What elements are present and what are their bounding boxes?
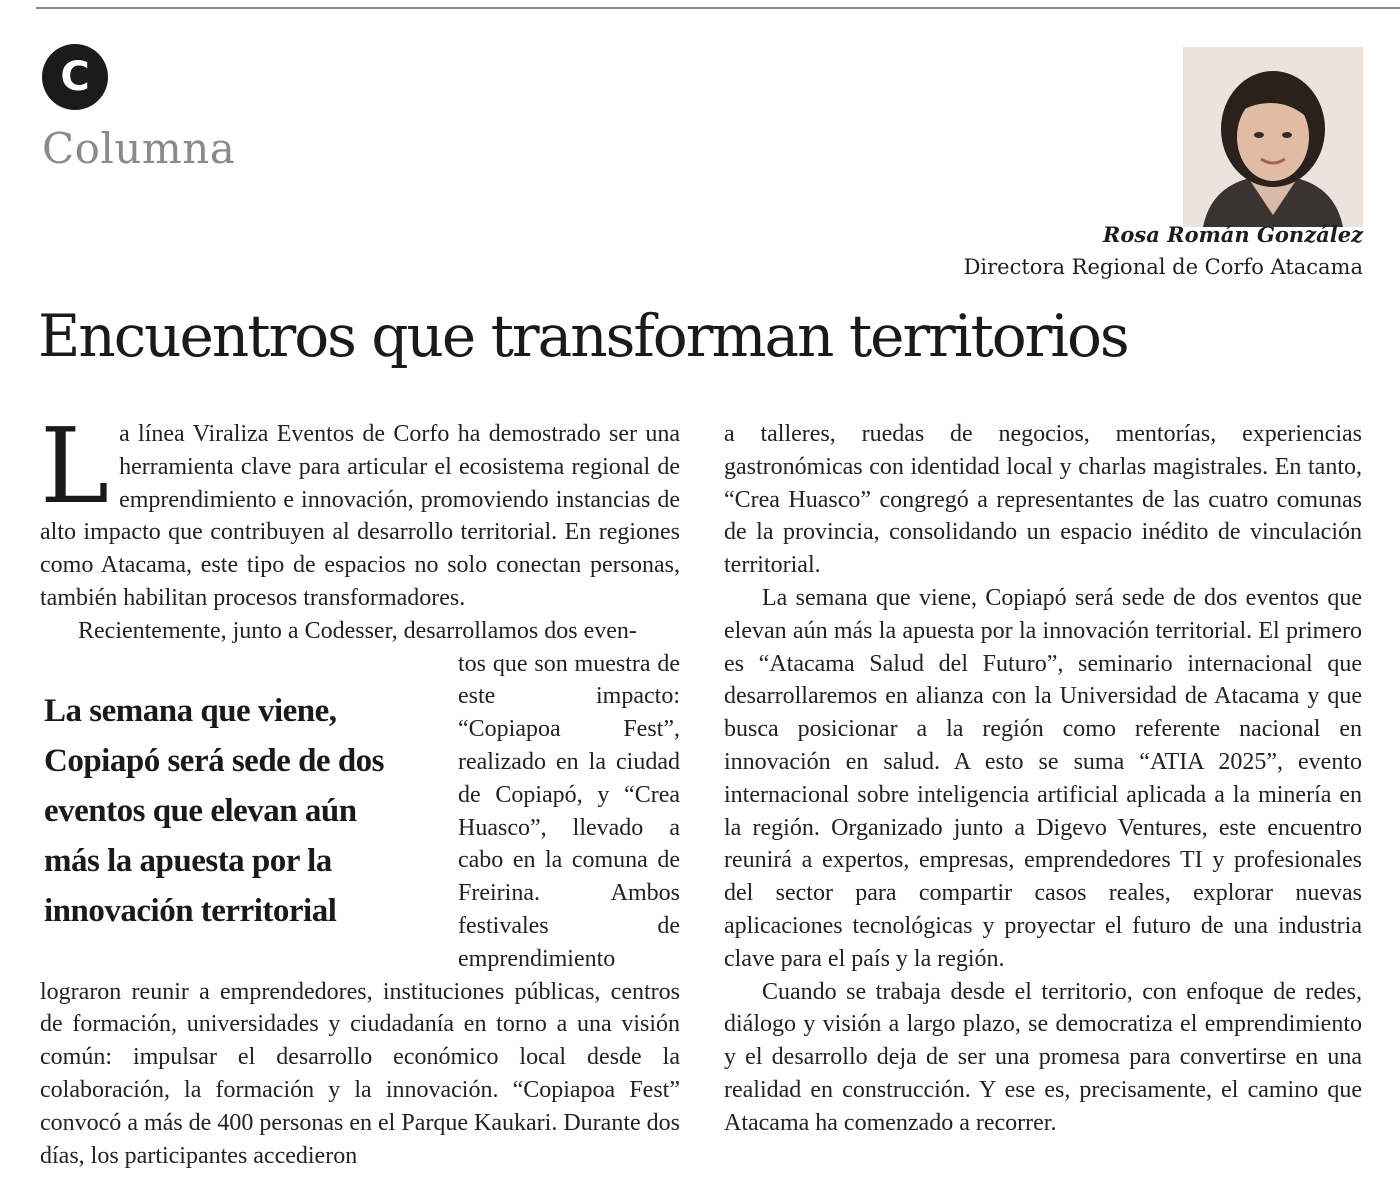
pull-quote: La semana que viene, Copiapó será sede de dos eventos que elevan aún más la apuesta por la innovación territorial bbox=[44, 693, 385, 929]
section-label: Columna bbox=[42, 124, 236, 173]
paragraph-2-lead: Recientemente, junto a Codesser, desarrollamos dos even- bbox=[78, 617, 637, 644]
paragraph-1 bbox=[40, 405, 680, 615]
paragraph-1-text: a línea Viraliza Eventos de Corfo ha demostrado ser una herramienta clave para articular el ecosistema regional de emprendimiento e innovación, promoviendo instancias de alto impacto que contribuyen al desarrollo territorial. En regiones como Atacama, este tipo de espacios no solo conectan personas, también habilitan procesos transformadores. bbox=[40, 421, 680, 611]
paragraph-2-text: tos que son muestra de este impacto: “Copiapoa Fest”, realizado en la ciudad de Copiapó, y “Crea Huasco”, llevado a cabo en la comuna de Freirina. Ambos festivales de emprendimiento lograron reunir a emprendedores, instituciones públicas, centros de formación, universidades y ciudadanía en torno a una visión común: impulsar el desarrollo económico local desde la colaboración, la formación y la innovación. “Copiapoa Fest” convocó a más de 400 personas en el Parque Kaukari. Durante dos días, los participantes accedieron bbox=[40, 650, 680, 1169]
section-badge: C bbox=[42, 44, 108, 110]
article-column-right bbox=[724, 418, 1362, 1148]
headline: Encuentros que transforman territorios bbox=[38, 302, 1128, 370]
author-photo bbox=[1183, 47, 1363, 227]
drop-cap: L bbox=[40, 405, 110, 527]
author-portrait-illustration bbox=[1183, 47, 1363, 227]
paragraph-3: La semana que viene, Copiapó será sede de dos eventos que elevan aún más la apuesta por la innovación territorial. El primero es “Atacama Salud del Futuro”, seminario internacional que desarrollaremos en alianza con la Universidad de Atacama y que busca posicionar a la región como referente nacional en innovación en salud. A esto se suma “ATIA 2025”, evento internacional sobre inteligencia artificial aplicada a la minería en la región. Organizado junto a Digevo Ventures, este encuentro reunirá a expertos, empresas, emprendedores TI y profesionales del sector para compartir casos reales, explorar nuevas aplicaciones tecnológicas y proyectar el futuro de una industria clave para el país y la región. bbox=[724, 584, 1362, 972]
top-rule bbox=[36, 7, 1400, 9]
author-role: Directora Regional de Corfo Atacama bbox=[963, 255, 1363, 279]
paragraph-4: Cuando se trabaja desde el territorio, con enfoque de redes, diálogo y visión a largo plazo, se democratiza el emprendimiento y el desarrollo deja de ser una promesa para convertirse en una realidad en construcción. Y ese es, precisamente, el camino que Atacama ha comenzado a recorrer. bbox=[724, 978, 1362, 1136]
paragraph-2-continued: a talleres, ruedas de negocios, mentorías, experiencias gastronómicas con identidad local y charlas magistrales. En tanto, “Crea Huasco” congregó a representantes de las cuatro comunas de la provincia, consolidando un espacio inédito de vinculación territorial. bbox=[724, 421, 1362, 579]
author-name: Rosa Román González bbox=[1102, 222, 1363, 247]
